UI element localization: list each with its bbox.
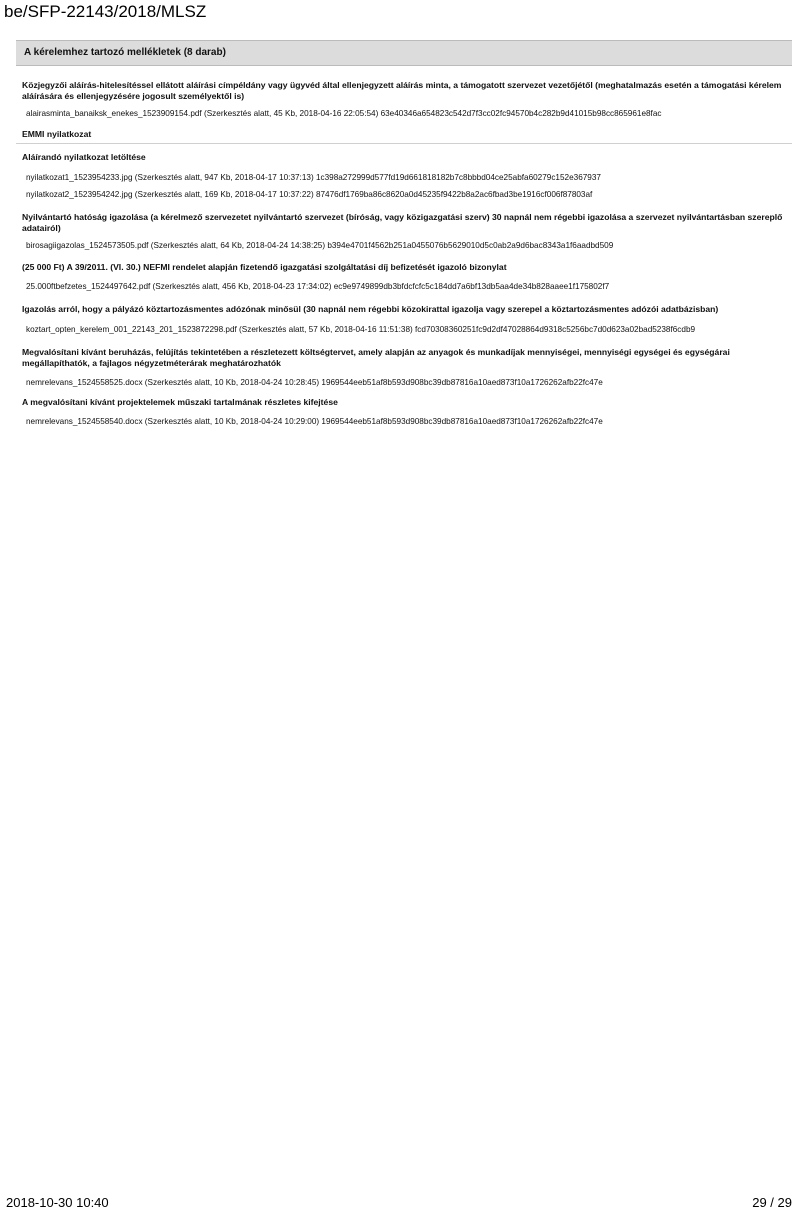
file-entry: alairasminta_banaiksk_enekes_1523909154.pdf (Szerkesztés alatt, 45 Kb, 2018-04-16 22:05:54) 63e40346a654823c542d7f3cc02fc94570b4c282b9d41015b98cc865961e8fac <box>26 109 662 118</box>
file-entry: koztart_opten_kerelem_001_22143_201_1523872298.pdf (Szerkesztés alatt, 57 Kb, 2018-04-16 11:51:38) fcd70308360251fc9d2df47028864d9318c5256bc7d0d623a02bad5238f6cdb9 <box>26 325 696 334</box>
file-entry: 25.000ftbefzetes_1524497642.pdf (Szerkesztés alatt, 456 Kb, 2018-04-23 17:34:02) ec9e9749899db3bfdcfcfc5c184dd7a6bf13db5aa4de34b828aaee1f175802f7 <box>26 282 610 291</box>
group-title: Megvalósítani kívánt beruházás, felújítás tekintetében a részletezett költségtervet, amely alapján az anyagok és munkadíjak mennyiségei, mennyiségi egységei és egységárai megállapíthatók, a fajlagos négyzetméterárak meghatározhatók <box>22 347 730 368</box>
attachment-group <box>16 212 792 251</box>
page-number: 29 / 29 <box>752 1195 792 1210</box>
file-entry: nemrelevans_1524558525.docx (Szerkesztés alatt, 10 Kb, 2018-04-24 10:28:45) 1969544eeb51af8b593d908bc39db87816a10aed873f10a1726262afb22fc47e <box>26 378 603 387</box>
group-title: EMMI nyilatkozat <box>16 129 792 144</box>
attachment-group <box>16 304 792 335</box>
attachment-group <box>16 152 792 200</box>
group-title: Közjegyzői aláírás-hitelesítéssel ellátott aláírási címpéldány vagy ügyvéd által ellenjegyzett aláírás minta, a támogatott szervezet vezetőjétől (meghatalmazás esetén a támogatási kérelem aláírására és ellenjegyzésére jogosult személyektől is) <box>22 80 782 101</box>
document-id: be/SFP-22143/2018/MLSZ <box>4 2 207 21</box>
section-title: A kérelemhez tartozó mellékletek (8 darab) <box>16 40 792 66</box>
attachment-group <box>16 397 792 427</box>
file-entry: nemrelevans_1524558540.docx (Szerkesztés alatt, 10 Kb, 2018-04-24 10:29:00) 1969544eeb51af8b593d908bc39db87816a10aed873f10a1726262afb22fc47e <box>26 417 603 426</box>
print-datetime: 2018-10-30 10:40 <box>6 1195 109 1210</box>
file-entry: nyilatkozat1_1523954233.jpg (Szerkesztés alatt, 947 Kb, 2018-04-17 10:37:13) 1c398a272999d577fd19d661818182b7c8bbbd04ce25abfa60279c152e367937 <box>26 173 601 182</box>
attachment-group <box>16 262 792 292</box>
attachment-group <box>16 80 792 119</box>
group-title: Igazolás arról, hogy a pályázó köztartozásmentes adózónak minősül (30 napnál nem régebbi közokirattal igazolja vagy szerepel a köztartozásmentes adózói adatbázisban) <box>22 304 719 314</box>
attachments-section <box>16 40 792 427</box>
file-entry: nyilatkozat2_1523954242.jpg (Szerkesztés alatt, 169 Kb, 2018-04-17 10:37:22) 87476df1769ba86c8620a0d45235f9422b8a2ac6fbad3be1916cf006f87803af <box>26 190 593 199</box>
file-entry: birosagiigazolas_1524573505.pdf (Szerkesztés alatt, 64 Kb, 2018-04-24 14:38:25) b394e4701f4562b251a0455076b5629010d5c0ab2a9d6bac8343a1f6aadbd509 <box>26 241 614 250</box>
attachment-group <box>16 129 792 144</box>
attachment-group <box>16 347 792 388</box>
group-title: Nyilvántartó hatóság igazolása (a kérelmező szervezetet nyilvántartó szervezet (bíróság, vagy közigazgatási szerv) 30 napnál nem régebbi igazolása a szervezet nyilvántartásban szereplő adatairól) <box>22 212 783 233</box>
group-title: (25 000 Ft) A 39/2011. (VI. 30.) NEFMI rendelet alapján fizetendő igazgatási szolgáltatási díj befizetését igazoló bizonylat <box>22 262 507 272</box>
group-title: Aláírandó nyilatkozat letöltése <box>22 152 146 162</box>
group-title: A megvalósítani kívánt projektelemek műszaki tartalmának részletes kifejtése <box>22 397 338 407</box>
